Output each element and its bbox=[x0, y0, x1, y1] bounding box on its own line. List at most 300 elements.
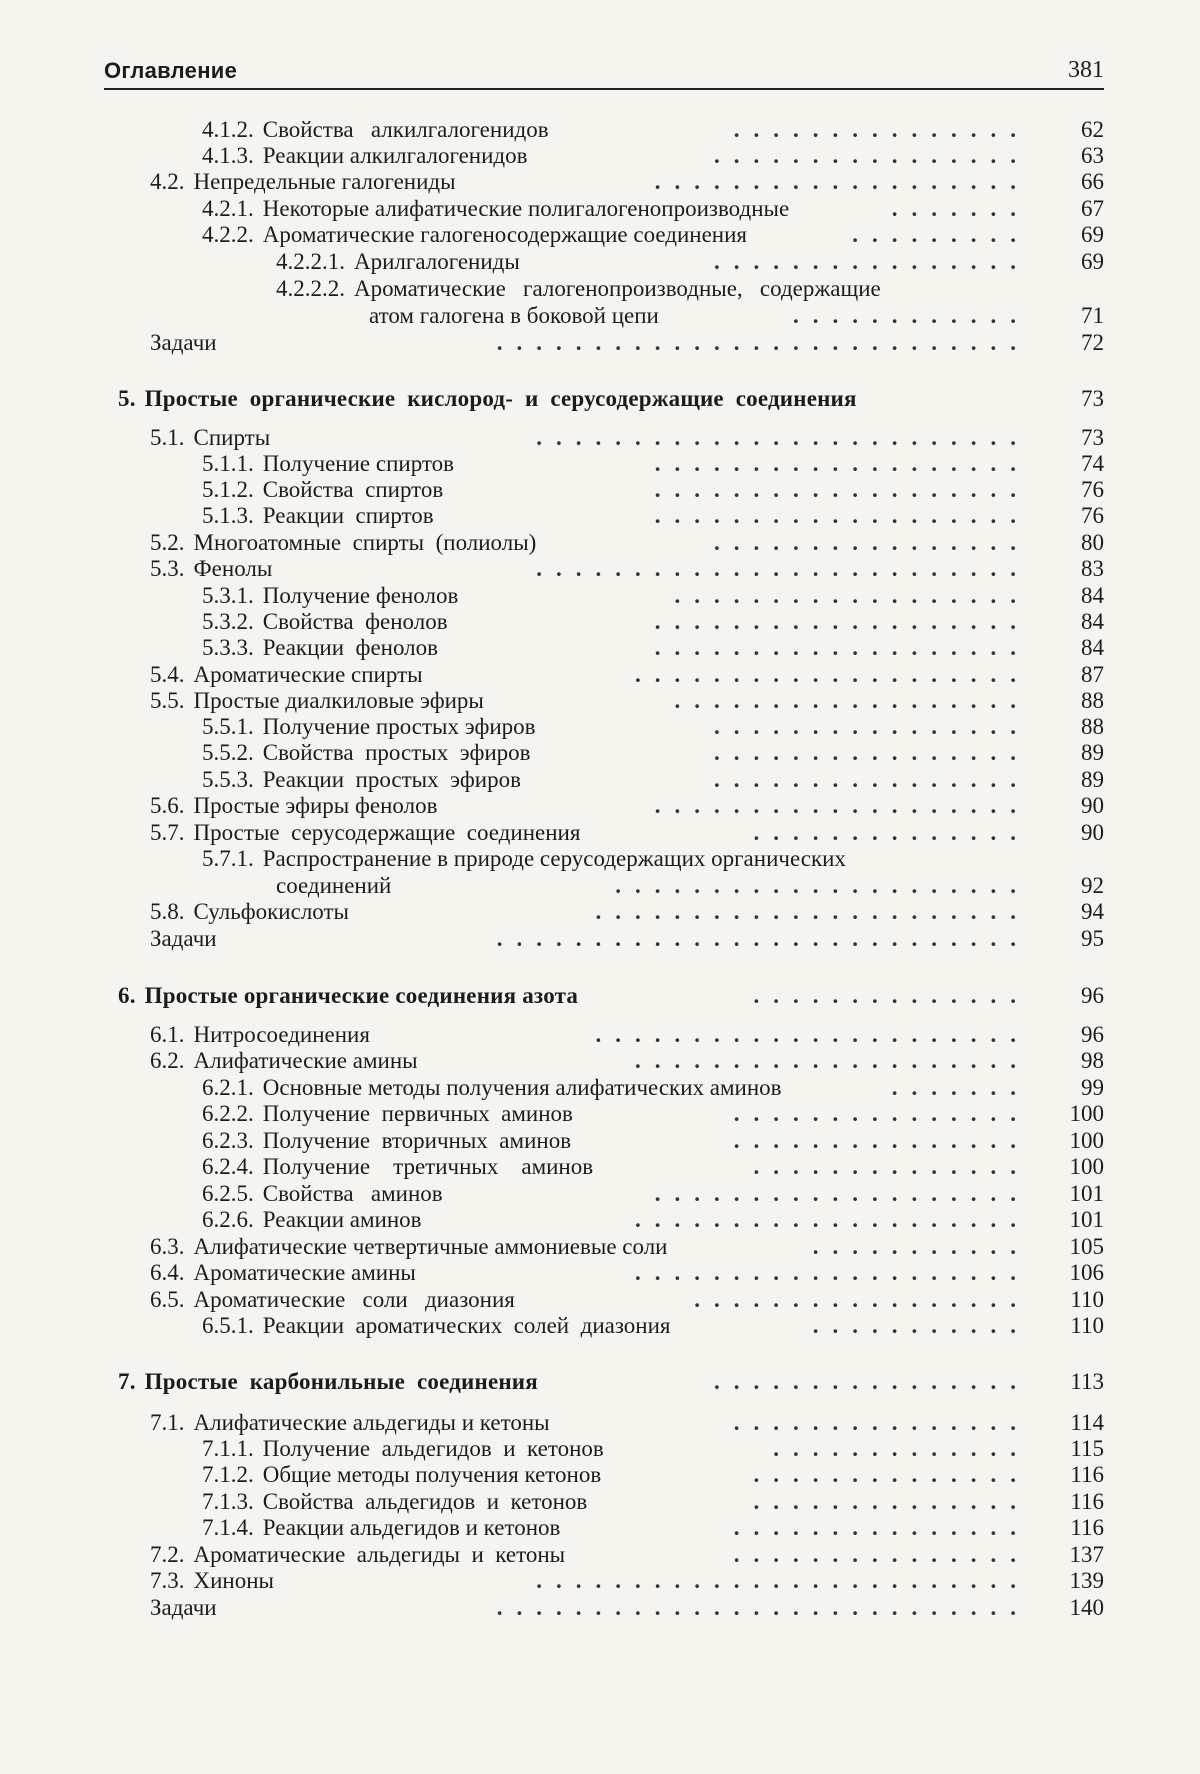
toc-entry-title: Простые диалкиловые эфиры bbox=[193, 688, 484, 713]
toc-entry-label bbox=[150, 1047, 418, 1075]
toc-leader-dots: ......................... bbox=[536, 1568, 1030, 1593]
toc-entry-label bbox=[202, 739, 531, 767]
toc-page-number: 62 bbox=[1081, 117, 1104, 142]
toc-leader-dots: .................... bbox=[635, 1048, 1030, 1073]
toc-entry-title: Свойства алкилгалогенидов bbox=[262, 117, 549, 142]
header-title: Оглавление bbox=[104, 58, 238, 83]
toc-entry-title: Общие методы получения кетонов bbox=[262, 1462, 602, 1487]
toc-leader-dots: ..................... bbox=[615, 873, 1030, 898]
toc-entry-title: Фенолы bbox=[193, 556, 273, 581]
toc-entry-number: 5.7. bbox=[150, 820, 185, 845]
toc-entry-title: Ароматические галогеносодержащие соединения bbox=[262, 222, 747, 247]
toc-entry-number: 6.5.1. bbox=[202, 1313, 254, 1338]
toc-entry-label bbox=[202, 1074, 782, 1102]
toc-entry-title: Непредельные галогениды bbox=[193, 169, 456, 194]
toc-entry-number: 5.3.1. bbox=[202, 583, 254, 608]
toc-entry-number: 5.5.3. bbox=[202, 767, 254, 792]
toc-page-number: 96 bbox=[1081, 1022, 1104, 1047]
toc-page-number: 76 bbox=[1081, 503, 1104, 528]
toc-entry-title: Свойства фенолов bbox=[262, 609, 448, 634]
toc-entry-row bbox=[0, 819, 1200, 847]
toc-entry-label bbox=[150, 1286, 515, 1314]
toc-page-number: 90 bbox=[1081, 820, 1104, 845]
toc-leader-dots: ....... bbox=[891, 196, 1030, 221]
toc-entry-number: 5.1.2. bbox=[202, 477, 254, 502]
toc-entry-label bbox=[202, 1100, 573, 1128]
toc-entry-label bbox=[150, 687, 484, 715]
toc-entry-number: 5.3.2. bbox=[202, 609, 254, 634]
toc-entry-number: 7.1.3. bbox=[202, 1489, 254, 1514]
toc-page-number: 74 bbox=[1081, 451, 1104, 476]
toc-entry-label bbox=[202, 713, 536, 741]
toc-page-number: 73 bbox=[1081, 386, 1104, 411]
toc-entry-number: 4.2.2. bbox=[202, 222, 254, 247]
toc-page-number: 116 bbox=[1070, 1489, 1104, 1514]
toc-entry-label bbox=[202, 608, 448, 636]
toc-page-number: 90 bbox=[1081, 793, 1104, 818]
toc-page-number: 67 bbox=[1081, 196, 1104, 221]
toc-leader-dots: .............. bbox=[753, 1489, 1030, 1514]
toc-entry-title: Свойства простых эфиров bbox=[262, 740, 531, 765]
toc-entry-number: 6.1. bbox=[150, 1022, 185, 1047]
toc-chapter-row bbox=[0, 1368, 1200, 1396]
toc-entry-row bbox=[0, 248, 1200, 276]
toc-entry-number: 6.5. bbox=[150, 1287, 185, 1312]
toc-entry-title: Реакции алкилгалогенидов bbox=[262, 143, 528, 168]
toc-leader-dots: ................... bbox=[654, 169, 1030, 194]
toc-entry-title: Некоторые алифатические полигалогенопроизводные bbox=[262, 196, 790, 221]
toc-entry-title: Получение альдегидов и кетонов bbox=[262, 1436, 604, 1461]
toc-leader-dots: .............. bbox=[753, 1154, 1030, 1179]
toc-entry-number: 6.2.2. bbox=[202, 1101, 254, 1126]
toc-entry-title: Ароматические галогенопроизводные, содержащие bbox=[354, 276, 881, 301]
toc-entry-title: Задачи bbox=[150, 330, 217, 355]
toc-entry-label bbox=[276, 248, 520, 276]
toc-entry-label bbox=[150, 1567, 274, 1595]
toc-entry-row bbox=[0, 168, 1200, 196]
toc-leader-dots: ................ bbox=[714, 740, 1030, 765]
toc-leader-dots: .............. bbox=[753, 1462, 1030, 1487]
toc-page-number: 87 bbox=[1081, 662, 1104, 687]
toc-page-number: 113 bbox=[1070, 1369, 1104, 1394]
toc-entry-title: Свойства спиртов bbox=[262, 477, 444, 502]
toc-entry-label bbox=[202, 1461, 601, 1489]
toc-page-number: 100 bbox=[1069, 1101, 1104, 1126]
toc-leader-dots: ................... bbox=[654, 451, 1030, 476]
toc-entry-number: 6.2.1. bbox=[202, 1075, 254, 1100]
toc-entry-row bbox=[0, 1312, 1200, 1340]
toc-entry-label bbox=[118, 385, 857, 413]
toc-page-number: 83 bbox=[1081, 556, 1104, 581]
toc-entry-row bbox=[0, 1233, 1200, 1261]
toc-entry-label bbox=[150, 555, 272, 583]
toc-page-number: 101 bbox=[1069, 1181, 1104, 1206]
toc-entry-title: Распространение в природе серусодержащих органических bbox=[262, 846, 846, 871]
toc-leader-dots: .............. bbox=[753, 820, 1030, 845]
toc-entry-row bbox=[0, 1286, 1200, 1314]
toc-entry-label bbox=[150, 424, 270, 452]
toc-entry-label bbox=[150, 1259, 416, 1287]
toc-entry-title: Ароматические амины bbox=[193, 1260, 416, 1285]
toc-page-number: 89 bbox=[1081, 767, 1104, 792]
toc-page-number: 137 bbox=[1069, 1542, 1104, 1567]
toc-page-number: 116 bbox=[1070, 1515, 1104, 1540]
toc-entry-number: 7.1.4. bbox=[202, 1515, 254, 1540]
toc-entry-row bbox=[0, 1409, 1200, 1437]
toc-entry-row bbox=[0, 116, 1200, 144]
toc-entry-row bbox=[0, 792, 1200, 820]
toc-leader-dots: ................... bbox=[654, 635, 1030, 660]
toc-entry-row bbox=[0, 1461, 1200, 1489]
toc-leader-dots: ................ bbox=[714, 249, 1030, 274]
toc-entry-title: Свойства аминов bbox=[262, 1181, 443, 1206]
toc-entry-title: Алифатические четвертичные аммониевые соли bbox=[193, 1234, 668, 1259]
toc-page-number: 76 bbox=[1081, 477, 1104, 502]
toc-page-number: 72 bbox=[1081, 330, 1104, 355]
toc-entry-row bbox=[0, 424, 1200, 452]
toc-entry-row bbox=[0, 845, 1200, 873]
toc-entry-label bbox=[150, 661, 423, 689]
toc-entry-row bbox=[0, 329, 1200, 357]
toc-leader-dots: ................. bbox=[694, 1287, 1030, 1312]
toc-leader-dots: ................ bbox=[714, 530, 1030, 555]
toc-entry-label bbox=[202, 476, 443, 504]
toc-leader-dots: ............... bbox=[733, 1128, 1030, 1153]
toc-entry-title: Реакции спиртов bbox=[262, 503, 434, 528]
toc-entry-label bbox=[150, 329, 217, 357]
toc-entry-title: Получение вторичных аминов bbox=[262, 1128, 572, 1153]
toc-entry-number: 7.1. bbox=[150, 1410, 185, 1435]
toc-page-number: 105 bbox=[1069, 1234, 1104, 1259]
toc-page-number: 110 bbox=[1070, 1313, 1104, 1338]
toc-entry-row bbox=[0, 872, 1200, 900]
toc-page-number: 101 bbox=[1069, 1207, 1104, 1232]
toc-leader-dots: ............... bbox=[733, 117, 1030, 142]
toc-leader-dots: ........... bbox=[812, 1234, 1030, 1259]
toc-entry-label bbox=[118, 982, 578, 1010]
toc-page-number: 139 bbox=[1069, 1568, 1104, 1593]
toc-entry-row bbox=[0, 275, 1200, 303]
toc-entry-number: 6. bbox=[118, 983, 136, 1008]
toc-entry-title: атом галогена в боковой цепи bbox=[369, 303, 659, 328]
toc-entry-row bbox=[0, 1567, 1200, 1595]
toc-entry-row bbox=[0, 661, 1200, 689]
toc-entry-title: Ароматические спирты bbox=[193, 662, 423, 687]
toc-entry-label bbox=[150, 898, 349, 926]
toc-page-number: 106 bbox=[1069, 1260, 1104, 1285]
toc-leader-dots: ...................... bbox=[595, 899, 1030, 924]
toc-entry-row bbox=[0, 302, 1200, 330]
toc-leader-dots: ...................... bbox=[595, 1022, 1030, 1047]
toc-page-number: 99 bbox=[1081, 1075, 1104, 1100]
toc-entry-row bbox=[0, 1206, 1200, 1234]
toc-entry-number: 6.2.5. bbox=[202, 1181, 254, 1206]
toc-entry-label bbox=[150, 529, 536, 557]
toc-entry-row bbox=[0, 450, 1200, 478]
toc-entry-label bbox=[202, 1435, 604, 1463]
toc-entry-number: 4.2.2.2. bbox=[276, 276, 345, 301]
toc-leader-dots: ................ bbox=[714, 767, 1030, 792]
toc-entry-number: 7.1.1. bbox=[202, 1436, 254, 1461]
page-header bbox=[104, 52, 1104, 90]
toc-page-number: 94 bbox=[1081, 899, 1104, 924]
toc-entry-number: 5.5. bbox=[150, 688, 185, 713]
toc-entry-row bbox=[0, 1100, 1200, 1128]
toc-entry-row bbox=[0, 1594, 1200, 1622]
toc-entry-row bbox=[0, 582, 1200, 610]
toc-entry-row bbox=[0, 1021, 1200, 1049]
toc-leader-dots: .............. bbox=[753, 983, 1030, 1008]
toc-entry-number: 5.2. bbox=[150, 530, 185, 555]
toc-leader-dots: ............. bbox=[773, 1436, 1030, 1461]
toc-entry-row bbox=[0, 1153, 1200, 1181]
toc-entry-number: 4.2.1. bbox=[202, 196, 254, 221]
toc-entry-title: Получение третичных аминов bbox=[262, 1154, 594, 1179]
toc-leader-dots: ............... bbox=[733, 1542, 1030, 1567]
toc-leader-dots: ................... bbox=[654, 1181, 1030, 1206]
toc-entry-title: Реакции фенолов bbox=[262, 635, 438, 660]
toc-page-number: 66 bbox=[1081, 169, 1104, 194]
toc-leader-dots: ................ bbox=[714, 714, 1030, 739]
toc-entry-title: Простые карбонильные соединения bbox=[144, 1369, 538, 1394]
toc-entry-label bbox=[202, 142, 527, 170]
toc-leader-dots: ............ bbox=[793, 303, 1030, 328]
toc-entry-label bbox=[202, 1312, 670, 1340]
toc-entry-row bbox=[0, 529, 1200, 557]
toc-entry-title: соединений bbox=[276, 873, 392, 898]
toc-entry-title: Реакции простых эфиров bbox=[262, 767, 521, 792]
toc-entry-number: 6.2.6. bbox=[202, 1207, 254, 1232]
toc-page-number: 96 bbox=[1081, 983, 1104, 1008]
toc-leader-dots: .................... bbox=[635, 1260, 1030, 1285]
toc-page-number: 84 bbox=[1081, 635, 1104, 660]
toc-entry-label bbox=[150, 792, 437, 820]
toc-leader-dots: ......................... bbox=[536, 425, 1030, 450]
toc-entry-row bbox=[0, 1435, 1200, 1463]
toc-entry-row bbox=[0, 221, 1200, 249]
toc-entry-title: Задачи bbox=[150, 926, 217, 951]
toc-page-number: 73 bbox=[1081, 425, 1104, 450]
toc-entry-row bbox=[0, 1488, 1200, 1516]
toc-page-number: 116 bbox=[1070, 1462, 1104, 1487]
toc-entry-title: Нитросоединения bbox=[193, 1022, 370, 1047]
toc-entry-label bbox=[202, 1488, 587, 1516]
toc-entry-title: Арилгалогениды bbox=[354, 249, 520, 274]
toc-entry-label bbox=[202, 1127, 571, 1155]
toc-entry-number: 4.1.3. bbox=[202, 143, 254, 168]
toc-leader-dots: ............... bbox=[733, 1101, 1030, 1126]
toc-entry-title: Простые органические кислород- и серусодержащие соединения bbox=[144, 386, 857, 411]
toc-entry-title: Получение фенолов bbox=[262, 583, 459, 608]
toc-page-number: 98 bbox=[1081, 1048, 1104, 1073]
toc-entry-number: 7.2. bbox=[150, 1542, 185, 1567]
toc-entry-title: Получение простых эфиров bbox=[262, 714, 536, 739]
toc-entry-label bbox=[202, 450, 454, 478]
toc-entry-label bbox=[150, 1409, 550, 1437]
toc-entry-label bbox=[202, 582, 458, 610]
toc-leader-dots: ......... bbox=[852, 222, 1030, 247]
toc-entry-label bbox=[202, 845, 846, 873]
toc-entry-title: Ароматические соли диазония bbox=[193, 1287, 515, 1312]
toc-leader-dots: ................ bbox=[714, 143, 1030, 168]
toc-entry-row bbox=[0, 1047, 1200, 1075]
toc-entry-number: 4.2. bbox=[150, 169, 185, 194]
toc-page-number: 110 bbox=[1070, 1287, 1104, 1312]
toc-chapter-row bbox=[0, 982, 1200, 1010]
toc-page-number: 92 bbox=[1081, 873, 1104, 898]
toc-leader-dots: ........................... bbox=[496, 926, 1030, 951]
toc-page-number: 115 bbox=[1070, 1436, 1104, 1461]
toc-entry-title: Сульфокислоты bbox=[193, 899, 349, 924]
toc-entry-label bbox=[202, 1153, 593, 1181]
toc-entry-number: 5.5.2. bbox=[202, 740, 254, 765]
toc-entry-label bbox=[202, 1180, 443, 1208]
toc-page-number: 69 bbox=[1081, 222, 1104, 247]
toc-page-number: 140 bbox=[1069, 1595, 1104, 1620]
toc-page-number: 114 bbox=[1070, 1410, 1104, 1435]
toc-entry-label bbox=[150, 925, 217, 953]
toc-page-number: 84 bbox=[1081, 609, 1104, 634]
toc-entry-label bbox=[202, 116, 549, 144]
toc-leader-dots: ......................... bbox=[536, 556, 1030, 581]
toc-entry-row bbox=[0, 195, 1200, 223]
toc-entry-title: Алифатические амины bbox=[193, 1048, 418, 1073]
toc-entry-title: Алифатические альдегиды и кетоны bbox=[193, 1410, 550, 1435]
toc-leader-dots: ................... bbox=[654, 609, 1030, 634]
toc-leader-dots: ........................... bbox=[496, 330, 1030, 355]
toc-entry-label bbox=[202, 195, 789, 223]
toc-entry-title: Основные методы получения алифатических аминов bbox=[262, 1075, 782, 1100]
toc-entry-label bbox=[202, 502, 434, 530]
toc-entry-number: 5.1. bbox=[150, 425, 185, 450]
toc-entry-row bbox=[0, 476, 1200, 504]
toc-page-number: 63 bbox=[1081, 143, 1104, 168]
toc-entry-label bbox=[202, 766, 521, 794]
toc-entry-row bbox=[0, 1541, 1200, 1569]
toc-leader-dots: ........... bbox=[812, 1313, 1030, 1338]
toc-page-number: 89 bbox=[1081, 740, 1104, 765]
toc-entry-row bbox=[0, 555, 1200, 583]
toc-page-number: 100 bbox=[1069, 1128, 1104, 1153]
toc-entry-number: 6.2.3. bbox=[202, 1128, 254, 1153]
toc-entry-number: 4.2.2.1. bbox=[276, 249, 345, 274]
toc-entry-title: Реакции ароматических солей диазония bbox=[262, 1313, 671, 1338]
toc-entry-number: 6.2.4. bbox=[202, 1154, 254, 1179]
toc-page-number: 100 bbox=[1069, 1154, 1104, 1179]
toc-entry-row bbox=[0, 502, 1200, 530]
toc-entry-label bbox=[118, 1368, 538, 1396]
toc-entry-title: Задачи bbox=[150, 1595, 217, 1620]
toc-leader-dots: ................... bbox=[654, 477, 1030, 502]
toc-entry-number: 5.6. bbox=[150, 793, 185, 818]
toc-entry-title: Простые серусодержащие соединения bbox=[193, 820, 581, 845]
toc-entry-label bbox=[202, 1514, 560, 1542]
toc-entry-number: 4.1.2. bbox=[202, 117, 254, 142]
toc-leader-dots: .................... bbox=[635, 1207, 1030, 1232]
toc-entry-number: 5.5.1. bbox=[202, 714, 254, 739]
toc-entry-number: 5. bbox=[118, 386, 136, 411]
toc-entry-number: 5.3. bbox=[150, 556, 185, 581]
toc-entry-label bbox=[150, 1594, 217, 1622]
toc-entry-number: 5.4. bbox=[150, 662, 185, 687]
toc-entry-title: Хиноны bbox=[193, 1568, 274, 1593]
toc-entry-label bbox=[276, 872, 391, 900]
toc-entry-number: 5.1.1. bbox=[202, 451, 254, 476]
toc-entry-label bbox=[202, 221, 747, 249]
toc-entry-row bbox=[0, 713, 1200, 741]
toc-leader-dots: ................... bbox=[654, 793, 1030, 818]
toc-entry-row bbox=[0, 608, 1200, 636]
toc-entry-row bbox=[0, 1259, 1200, 1287]
toc-entry-number: 5.3.3. bbox=[202, 635, 254, 660]
toc-entry-number: 6.3. bbox=[150, 1234, 185, 1259]
toc-page-number: 80 bbox=[1081, 530, 1104, 555]
toc-entry-title: Простые эфиры фенолов bbox=[193, 793, 438, 818]
toc-entry-title: Свойства альдегидов и кетонов bbox=[262, 1489, 588, 1514]
toc-entry-number: 7.1.2. bbox=[202, 1462, 254, 1487]
toc-entry-label bbox=[150, 1233, 667, 1261]
toc-leader-dots: ................ bbox=[714, 1369, 1030, 1394]
toc-entry-title: Получение первичных аминов bbox=[262, 1101, 573, 1126]
toc-entry-row bbox=[0, 634, 1200, 662]
toc-entry-row bbox=[0, 766, 1200, 794]
toc-entry-label bbox=[150, 1541, 565, 1569]
toc-leader-dots: ............... bbox=[733, 1515, 1030, 1540]
toc-entry-title: Реакции аминов bbox=[262, 1207, 422, 1232]
toc-entry-row bbox=[0, 739, 1200, 767]
toc-page-number: 95 bbox=[1081, 926, 1104, 951]
toc-page-number: 71 bbox=[1081, 303, 1104, 328]
toc-leader-dots: ................... bbox=[654, 503, 1030, 528]
toc-entry-number: 5.8. bbox=[150, 899, 185, 924]
toc-entry-label bbox=[276, 275, 881, 303]
toc-chapter-row bbox=[0, 385, 1200, 413]
toc-page-number: 88 bbox=[1081, 714, 1104, 739]
toc-entry-label bbox=[369, 302, 659, 330]
toc-page-number: 69 bbox=[1081, 249, 1104, 274]
toc-leader-dots: .................... bbox=[635, 662, 1030, 687]
toc-entry-number: 5.7.1. bbox=[202, 846, 254, 871]
toc-entry-number: 6.4. bbox=[150, 1260, 185, 1285]
toc-entry-label bbox=[202, 634, 438, 662]
toc-entry-row bbox=[0, 898, 1200, 926]
toc-entry-title: Реакции альдегидов и кетонов bbox=[262, 1515, 561, 1540]
toc-entry-row bbox=[0, 1180, 1200, 1208]
toc-leader-dots: ............... bbox=[733, 1410, 1030, 1435]
toc-leader-dots: ........................... bbox=[496, 1595, 1030, 1620]
toc-entry-title: Многоатомные спирты (полиолы) bbox=[193, 530, 537, 555]
toc-entry-row bbox=[0, 687, 1200, 715]
toc-entry-number: 6.2. bbox=[150, 1048, 185, 1073]
toc-entry-row bbox=[0, 925, 1200, 953]
toc-entry-number: 5.1.3. bbox=[202, 503, 254, 528]
toc-entry-number: 7.3. bbox=[150, 1568, 185, 1593]
toc-entry-title: Простые органические соединения азота bbox=[144, 983, 579, 1008]
toc-entry-label bbox=[202, 1206, 422, 1234]
toc-leader-dots: .................. bbox=[674, 688, 1030, 713]
toc-leader-dots: ....... bbox=[891, 1075, 1030, 1100]
toc-page-number: 84 bbox=[1081, 583, 1104, 608]
toc-entry-row bbox=[0, 142, 1200, 170]
toc-entry-row bbox=[0, 1074, 1200, 1102]
toc-entry-title: Получение спиртов bbox=[262, 451, 455, 476]
toc-entry-label bbox=[150, 1021, 370, 1049]
toc-entry-title: Спирты bbox=[193, 425, 271, 450]
toc-entry-label bbox=[150, 168, 456, 196]
toc-leader-dots: .................. bbox=[674, 583, 1030, 608]
toc-entry-title: Ароматические альдегиды и кетоны bbox=[193, 1542, 566, 1567]
header-page-number: 381 bbox=[1068, 57, 1104, 83]
